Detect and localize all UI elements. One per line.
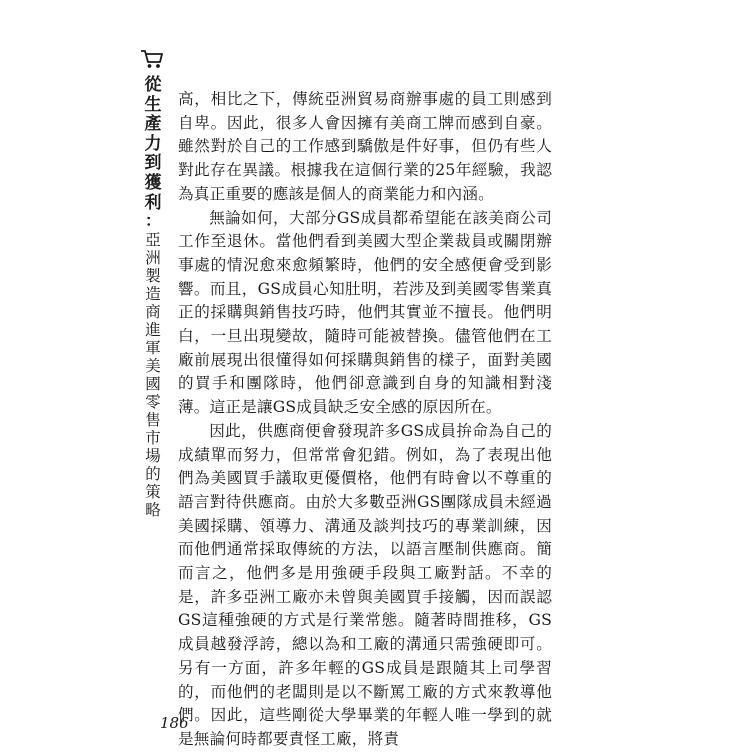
running-header bbox=[140, 76, 166, 519]
book-title: 從 生 產 力 到 獲 利 bbox=[144, 75, 162, 213]
book-subtitle: 亞 洲 製 造 商 進 軍 美 國 零 售 市 場 的 策 略 bbox=[145, 231, 161, 520]
paragraph-2: 無論如何，大部分GS成員都希望能在該美商公司工作至退休。當他們看到美國大型企業裁員或關閉辦事處的情況愈來愈頻繁時，他們的安全感便會受到影響。而且，GS成員心知肚明，若涉及到美國零售業真正的採購與銷售技巧時，他們其實並不擅長。他們明白，一旦出現變故，隨時可能被替換。儘管他們在工廠前展現出很懂得如何採購與銷售的樣子，面對美國的買手和團隊時，他們卻意識到自身的知識相對淺薄。這正是讓GS成員缺乏安全感的原因所在。 bbox=[178, 208, 552, 417]
shopping-cart-icon bbox=[140, 48, 164, 70]
page-number: 186 bbox=[160, 714, 189, 732]
paragraph-3: 因此，供應商便會發現許多GS成員拚命為自己的成績單而努力，但常常會犯錯。例如，為了表現出他們為美國買手議取更優價格，他們有時會以不尊重的語言對待供應商。由於大多數亞洲GS團隊成員未經過美國採購、領導力、溝通及談判技巧的專業訓練，因而他們通常採取傳統的方法，以語言壓制供應商。簡而言之，他們多是用強硬手段與工廠對話。不幸的是，許多亞洲工廠亦未曾與美國買手接觸，因而誤認GS這種強硬的方式是行業常態。隨著時間推移，GS成員越發浮誇，總以為和工廠的溝通只需強硬即可。另有一方面，許多年輕的GS成員是跟隨其上司學習的，而他們的老闆則是以不斷罵工廠的方式來教導他們。因此，這些剛從大學畢業的年輕人唯一學到的就是無論何時都要責怪工廠，將責 bbox=[178, 421, 552, 748]
paragraph-1: 高，相比之下，傳統亞洲貿易商辦事處的員工則感到自卑。因此，很多人會因擁有美商工牌而感到自豪。雖然對於自己的工作感到驕傲是件好事，但仍有些人對此存在異議。根據我在這個行業的25年經驗，我認為真正重要的應該是個人的商業能力和內涵。 bbox=[178, 90, 552, 203]
title-colon: ： bbox=[144, 211, 161, 231]
body-text bbox=[178, 88, 552, 752]
